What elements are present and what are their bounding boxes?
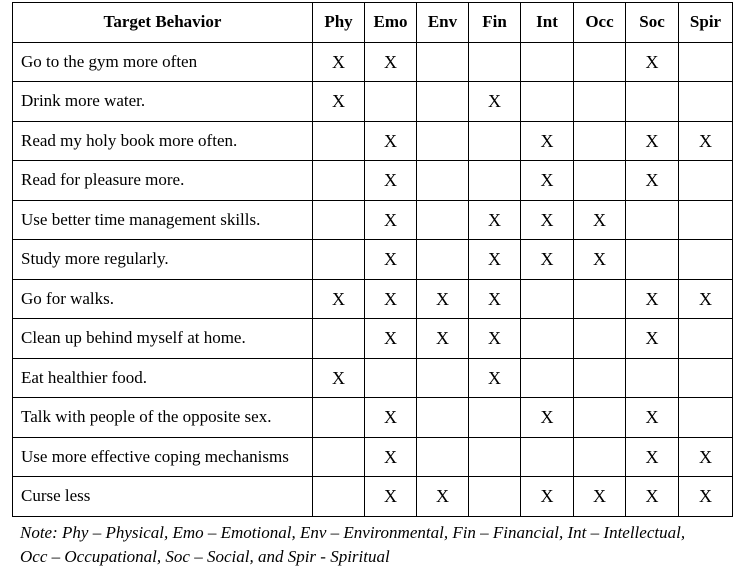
behavior-cell: Curse less [13, 477, 313, 517]
mark-cell [679, 82, 733, 122]
mark-cell [521, 319, 574, 359]
mark-cell [417, 437, 469, 477]
mark-cell [574, 279, 626, 319]
behavior-cell: Study more regularly. [13, 240, 313, 280]
mark-cell: X [626, 42, 679, 82]
mark-cell [574, 319, 626, 359]
header-int: Int [521, 3, 574, 43]
mark-cell [417, 358, 469, 398]
mark-cell: X [521, 121, 574, 161]
mark-cell: X [521, 477, 574, 517]
mark-cell: X [469, 82, 521, 122]
mark-cell: X [626, 437, 679, 477]
mark-cell [679, 398, 733, 438]
table-row [13, 161, 733, 201]
table-row [13, 398, 733, 438]
mark-cell [313, 437, 365, 477]
mark-cell: X [626, 477, 679, 517]
mark-cell [469, 398, 521, 438]
mark-cell [521, 279, 574, 319]
mark-cell [365, 358, 417, 398]
mark-cell [521, 437, 574, 477]
mark-cell: X [365, 240, 417, 280]
mark-cell: X [313, 279, 365, 319]
mark-cell: X [417, 279, 469, 319]
behavior-cell: Use better time management skills. [13, 200, 313, 240]
behavior-cell: Go to the gym more often [13, 42, 313, 82]
mark-cell: X [626, 279, 679, 319]
mark-cell [469, 477, 521, 517]
behavior-cell: Go for walks. [13, 279, 313, 319]
table-row [13, 279, 733, 319]
mark-cell [626, 358, 679, 398]
mark-cell [521, 358, 574, 398]
mark-cell: X [313, 42, 365, 82]
mark-cell [417, 82, 469, 122]
header-occ: Occ [574, 3, 626, 43]
mark-cell [417, 240, 469, 280]
mark-cell: X [626, 319, 679, 359]
mark-cell: X [365, 437, 417, 477]
table-header-row [13, 3, 733, 43]
mark-cell: X [313, 82, 365, 122]
header-spir: Spir [679, 3, 733, 43]
mark-cell: X [469, 240, 521, 280]
behavior-cell: Use more effective coping mechanisms [13, 437, 313, 477]
table-row [13, 240, 733, 280]
mark-cell: X [574, 200, 626, 240]
mark-cell: X [469, 200, 521, 240]
mark-cell: X [417, 477, 469, 517]
mark-cell: X [521, 398, 574, 438]
mark-cell [469, 437, 521, 477]
mark-cell: X [365, 200, 417, 240]
mark-cell: X [365, 121, 417, 161]
mark-cell [574, 437, 626, 477]
mark-cell [313, 398, 365, 438]
mark-cell [313, 200, 365, 240]
mark-cell: X [469, 358, 521, 398]
mark-cell [626, 200, 679, 240]
mark-cell [313, 161, 365, 201]
table-row [13, 82, 733, 122]
table-row [13, 319, 733, 359]
mark-cell [679, 161, 733, 201]
table-row [13, 437, 733, 477]
mark-cell: X [365, 42, 417, 82]
mark-cell [574, 42, 626, 82]
mark-cell: X [521, 240, 574, 280]
header-env: Env [417, 3, 469, 43]
mark-cell: X [574, 240, 626, 280]
header-target-behavior: Target Behavior [13, 3, 313, 43]
behavior-cell: Talk with people of the opposite sex. [13, 398, 313, 438]
document [12, 2, 732, 569]
mark-cell [679, 200, 733, 240]
mark-cell [626, 82, 679, 122]
mark-cell [679, 42, 733, 82]
header-soc: Soc [626, 3, 679, 43]
header-phy: Phy [313, 3, 365, 43]
behavior-cell: Read for pleasure more. [13, 161, 313, 201]
mark-cell: X [626, 398, 679, 438]
mark-cell [574, 121, 626, 161]
behavior-dimension-table [12, 2, 733, 517]
mark-cell [417, 161, 469, 201]
mark-cell [417, 42, 469, 82]
mark-cell [679, 240, 733, 280]
mark-cell [679, 358, 733, 398]
mark-cell: X [574, 477, 626, 517]
behavior-cell: Clean up behind myself at home. [13, 319, 313, 359]
mark-cell [417, 121, 469, 161]
mark-cell: X [679, 121, 733, 161]
mark-cell: X [679, 279, 733, 319]
mark-cell: X [313, 358, 365, 398]
mark-cell: X [679, 437, 733, 477]
table-row [13, 358, 733, 398]
mark-cell [521, 42, 574, 82]
mark-cell [574, 82, 626, 122]
table-note: Note: Phy – Physical, Emo – Emotional, Env – Environmental, Fin – Financial, Int – Intellectual, Occ – Occupational, Soc – Social, and Spir - Spiritual [20, 522, 686, 566]
table-body [13, 42, 733, 516]
mark-cell: X [365, 161, 417, 201]
mark-cell [417, 200, 469, 240]
mark-cell: X [365, 279, 417, 319]
mark-cell [469, 42, 521, 82]
mark-cell: X [365, 398, 417, 438]
mark-cell [417, 398, 469, 438]
mark-cell [469, 121, 521, 161]
mark-cell: X [521, 161, 574, 201]
mark-cell: X [365, 319, 417, 359]
mark-cell [365, 82, 417, 122]
mark-cell [626, 240, 679, 280]
table-row [13, 42, 733, 82]
mark-cell [313, 477, 365, 517]
mark-cell [313, 319, 365, 359]
mark-cell: X [365, 477, 417, 517]
mark-cell [679, 319, 733, 359]
mark-cell [313, 121, 365, 161]
mark-cell [313, 240, 365, 280]
mark-cell: X [417, 319, 469, 359]
mark-cell: X [469, 319, 521, 359]
header-fin: Fin [469, 3, 521, 43]
mark-cell [574, 398, 626, 438]
behavior-cell: Read my holy book more often. [13, 121, 313, 161]
table-row [13, 477, 733, 517]
mark-cell [521, 82, 574, 122]
mark-cell [469, 161, 521, 201]
mark-cell: X [626, 121, 679, 161]
mark-cell: X [626, 161, 679, 201]
mark-cell [574, 161, 626, 201]
table-row [13, 121, 733, 161]
mark-cell: X [679, 477, 733, 517]
mark-cell: X [521, 200, 574, 240]
behavior-cell: Eat healthier food. [13, 358, 313, 398]
mark-cell: X [469, 279, 521, 319]
table-row [13, 200, 733, 240]
header-emo: Emo [365, 3, 417, 43]
mark-cell [574, 358, 626, 398]
behavior-cell: Drink more water. [13, 82, 313, 122]
